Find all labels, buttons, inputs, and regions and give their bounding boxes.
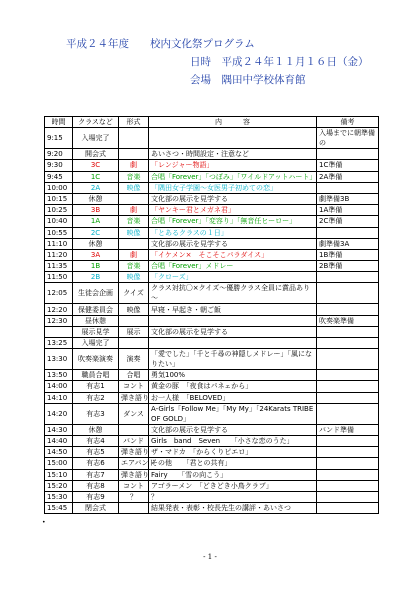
row-content: 合唱「Forever」メドレー	[149, 261, 317, 272]
table-row	[45, 249, 379, 260]
table-row	[45, 216, 379, 227]
table-row	[45, 458, 379, 469]
header-class: クラスなど	[73, 117, 119, 128]
row-note: 2C準備	[317, 216, 379, 227]
row-class: 有志9	[73, 491, 119, 502]
page-number: - 1 -	[203, 553, 217, 561]
row-format: ダンス	[119, 403, 149, 424]
row-content: 「イケメン× そこそこパラダイス」	[149, 249, 317, 260]
row-content: アゴラーメン 「どきどき小鳥クラブ」	[149, 480, 317, 491]
table-row	[45, 283, 379, 304]
title-date: 日時 平成２４年１１月１６日（金）	[190, 56, 369, 68]
table-row	[45, 193, 379, 204]
row-note	[317, 227, 379, 238]
row-format	[119, 338, 149, 349]
row-content: 勇気100%	[149, 370, 317, 381]
row-note: 劇準備3B	[317, 193, 379, 204]
row-time: 10:15	[45, 193, 73, 204]
row-time: 15:00	[45, 458, 73, 469]
table-row	[45, 205, 379, 216]
row-format: エアバンド	[119, 458, 149, 469]
footnote-bullet: •	[42, 519, 46, 526]
row-format: 弾き語り	[119, 469, 149, 480]
row-format: 劇	[119, 249, 149, 260]
row-class: 吹奏楽演奏	[73, 349, 119, 370]
row-note	[317, 469, 379, 480]
row-content: 「クローズ」	[149, 272, 317, 283]
table-row	[45, 128, 379, 149]
row-class: 3A	[73, 249, 119, 260]
row-class: 休憩	[73, 193, 119, 204]
table-row	[45, 349, 379, 370]
row-time: 14:50	[45, 447, 73, 458]
row-format: クイズ	[119, 283, 149, 304]
table-row	[45, 182, 379, 193]
row-content	[149, 338, 317, 349]
row-time: 12:20	[45, 304, 73, 315]
row-class: 2B	[73, 272, 119, 283]
row-note: 2A準備	[317, 171, 379, 182]
program-table	[44, 116, 379, 514]
row-time: 10:40	[45, 216, 73, 227]
row-format: 演奏	[119, 349, 149, 370]
row-note: 入場までに朝準備の	[317, 128, 379, 149]
row-time: 9:45	[45, 171, 73, 182]
title-venue: 会場 隅田中学校体育館	[190, 74, 306, 86]
row-class: 有志2	[73, 392, 119, 403]
row-note	[317, 370, 379, 381]
row-time: 11:20	[45, 249, 73, 260]
row-content: Girls band Seven 「小さな恋のうた」	[149, 435, 317, 446]
row-content: 文化部の展示を見学する	[149, 193, 317, 204]
row-note	[317, 435, 379, 446]
row-note	[317, 326, 379, 337]
row-note: バンド準備	[317, 424, 379, 435]
row-content: 早寝・早起き・朝ご飯	[149, 304, 317, 315]
row-format: 音楽	[119, 261, 149, 272]
table-row	[45, 338, 379, 349]
row-class: 有志7	[73, 469, 119, 480]
row-format	[119, 315, 149, 326]
row-time: 15:10	[45, 469, 73, 480]
row-time: 12:30	[45, 315, 73, 326]
row-format: 映像	[119, 304, 149, 315]
row-note: 1A準備	[317, 205, 379, 216]
row-note: 2B準備	[317, 261, 379, 272]
row-class: 2A	[73, 182, 119, 193]
row-class: 有志5	[73, 447, 119, 458]
row-class: 職員合唱	[73, 370, 119, 381]
header-note: 備考	[317, 117, 379, 128]
row-format: 映像	[119, 182, 149, 193]
table-row	[45, 370, 379, 381]
row-class: 閉会式	[73, 503, 119, 514]
row-format: 音楽	[119, 171, 149, 182]
row-time: 13:50	[45, 370, 73, 381]
row-format: 映像	[119, 227, 149, 238]
row-time: 11:10	[45, 238, 73, 249]
table-row	[45, 238, 379, 249]
row-time: 14:20	[45, 403, 73, 424]
row-class: 3B	[73, 205, 119, 216]
row-class: 有志6	[73, 458, 119, 469]
row-note	[317, 349, 379, 370]
row-class: 有志8	[73, 480, 119, 491]
table-row	[45, 503, 379, 514]
row-content: 文化部の展示を見学する	[149, 238, 317, 249]
row-time	[45, 326, 73, 337]
row-class: 休憩	[73, 424, 119, 435]
row-format: 弾き語り	[119, 392, 149, 403]
table-row	[45, 315, 379, 326]
row-note	[317, 458, 379, 469]
row-time: 13:30	[45, 349, 73, 370]
row-content: 合唱「Forever」「変容り」「無音任ヒーロー」	[149, 216, 317, 227]
row-content: 「ヤンキー君とメガネ君」	[149, 205, 317, 216]
row-time: 14:40	[45, 435, 73, 446]
row-note	[317, 283, 379, 304]
row-class: 開会式	[73, 149, 119, 160]
row-note	[317, 272, 379, 283]
table-row	[45, 227, 379, 238]
table-header-row	[45, 117, 379, 128]
row-class: 入場完了	[73, 128, 119, 149]
table-row	[45, 447, 379, 458]
row-time: 14:30	[45, 424, 73, 435]
row-format: 展示	[119, 326, 149, 337]
row-note: 1C準備	[317, 160, 379, 171]
row-note: 劇準備3A	[317, 238, 379, 249]
row-time: 9:15	[45, 128, 73, 149]
row-note	[317, 304, 379, 315]
header-format: 形式	[119, 117, 149, 128]
row-format	[119, 193, 149, 204]
table-row	[45, 326, 379, 337]
row-time: 15:30	[45, 491, 73, 502]
row-time: 12:05	[45, 283, 73, 304]
row-time: 14:00	[45, 381, 73, 392]
row-class: 有志4	[73, 435, 119, 446]
row-note	[317, 381, 379, 392]
table-row	[45, 435, 379, 446]
row-note	[317, 491, 379, 502]
row-time: 15:45	[45, 503, 73, 514]
table-row	[45, 171, 379, 182]
row-time: 14:10	[45, 392, 73, 403]
row-content: 文化部の展示を見学する	[149, 424, 317, 435]
row-note	[317, 503, 379, 514]
row-content: クラス対抗〇×クイズ～優勝クラス全員に賞品あり～	[149, 283, 317, 304]
table-row	[45, 469, 379, 480]
table-row	[45, 160, 379, 171]
title-year: 平成２４年度 校内文化祭プログラム	[66, 38, 255, 50]
row-content: 「隅田女子学園～女医男子初めての恋」	[149, 182, 317, 193]
row-note: 吹奏楽準備	[317, 315, 379, 326]
row-format: 映像	[119, 272, 149, 283]
row-content: 結果発表・表彰・校長先生の講評・あいさつ	[149, 503, 317, 514]
header-content: 内 容	[149, 117, 317, 128]
row-format: ？	[119, 491, 149, 502]
row-time: 13:25	[45, 338, 73, 349]
row-note	[317, 338, 379, 349]
row-content: お一人様 「BELOVED」	[149, 392, 317, 403]
row-format: 弾き語り	[119, 447, 149, 458]
row-class: 2C	[73, 227, 119, 238]
row-note	[317, 149, 379, 160]
row-class: 有志3	[73, 403, 119, 424]
row-time: 10:55	[45, 227, 73, 238]
row-format: 劇	[119, 205, 149, 216]
table-row	[45, 491, 379, 502]
row-time: 9:30	[45, 160, 73, 171]
row-content: ザ・マドカ 「からくりピエロ」	[149, 447, 317, 458]
row-content: その他 「君との共有」	[149, 458, 317, 469]
row-time: 11:50	[45, 272, 73, 283]
row-time: 9:20	[45, 149, 73, 160]
row-class: 展示見学	[73, 326, 119, 337]
row-format: 合唱	[119, 370, 149, 381]
table-row	[45, 261, 379, 272]
row-class: 有志1	[73, 381, 119, 392]
row-format: コント	[119, 381, 149, 392]
table-row	[45, 304, 379, 315]
row-time: 10:00	[45, 182, 73, 193]
row-time: 10:25	[45, 205, 73, 216]
table-row	[45, 480, 379, 491]
row-content	[149, 315, 317, 326]
row-class: 昼休憩	[73, 315, 119, 326]
row-note	[317, 182, 379, 193]
row-content: あいさつ・時間設定・注意など	[149, 149, 317, 160]
row-format	[119, 238, 149, 249]
row-content: 黄金の豚 「夜食はパネェから」	[149, 381, 317, 392]
row-content: 「愛でした」「千と千尋の神隠しメドレー」「風になりたい」	[149, 349, 317, 370]
row-content: 合唱「Forever」「つぼみ」「ワイルドアットハート」	[149, 171, 317, 182]
row-format	[119, 128, 149, 149]
row-content: Fairy 「雪の向こう」	[149, 469, 317, 480]
row-content: 文化部の展示を見学する	[149, 326, 317, 337]
row-note	[317, 480, 379, 491]
row-format	[119, 424, 149, 435]
row-class: 3C	[73, 160, 119, 171]
row-class: 生徒会企画	[73, 283, 119, 304]
row-content	[149, 128, 317, 149]
row-format	[119, 149, 149, 160]
row-class: 保健委員会	[73, 304, 119, 315]
header-time: 時間	[45, 117, 73, 128]
row-content: 「レンジャー物語」	[149, 160, 317, 171]
row-time: 15:20	[45, 480, 73, 491]
row-content: ？	[149, 491, 317, 502]
row-note	[317, 392, 379, 403]
table-row	[45, 381, 379, 392]
row-class: 1B	[73, 261, 119, 272]
row-note	[317, 447, 379, 458]
row-note: 1B準備	[317, 249, 379, 260]
table-row	[45, 403, 379, 424]
row-class: 休憩	[73, 238, 119, 249]
table-row	[45, 392, 379, 403]
table-row	[45, 272, 379, 283]
row-content: 「とあるクラスの１日」	[149, 227, 317, 238]
table-body	[45, 128, 379, 514]
row-format: 音楽	[119, 216, 149, 227]
table-row	[45, 149, 379, 160]
row-format: 劇	[119, 160, 149, 171]
row-class: 入場完了	[73, 338, 119, 349]
row-note	[317, 403, 379, 424]
row-time: 11:35	[45, 261, 73, 272]
row-class: 1C	[73, 171, 119, 182]
row-content: A-Girls「Follow Me」「My My」「24Karats TRIBE OF GOLD」	[149, 403, 317, 424]
row-class: 1A	[73, 216, 119, 227]
row-format: バンド	[119, 435, 149, 446]
row-format	[119, 503, 149, 514]
row-format: コント	[119, 480, 149, 491]
table-row	[45, 424, 379, 435]
